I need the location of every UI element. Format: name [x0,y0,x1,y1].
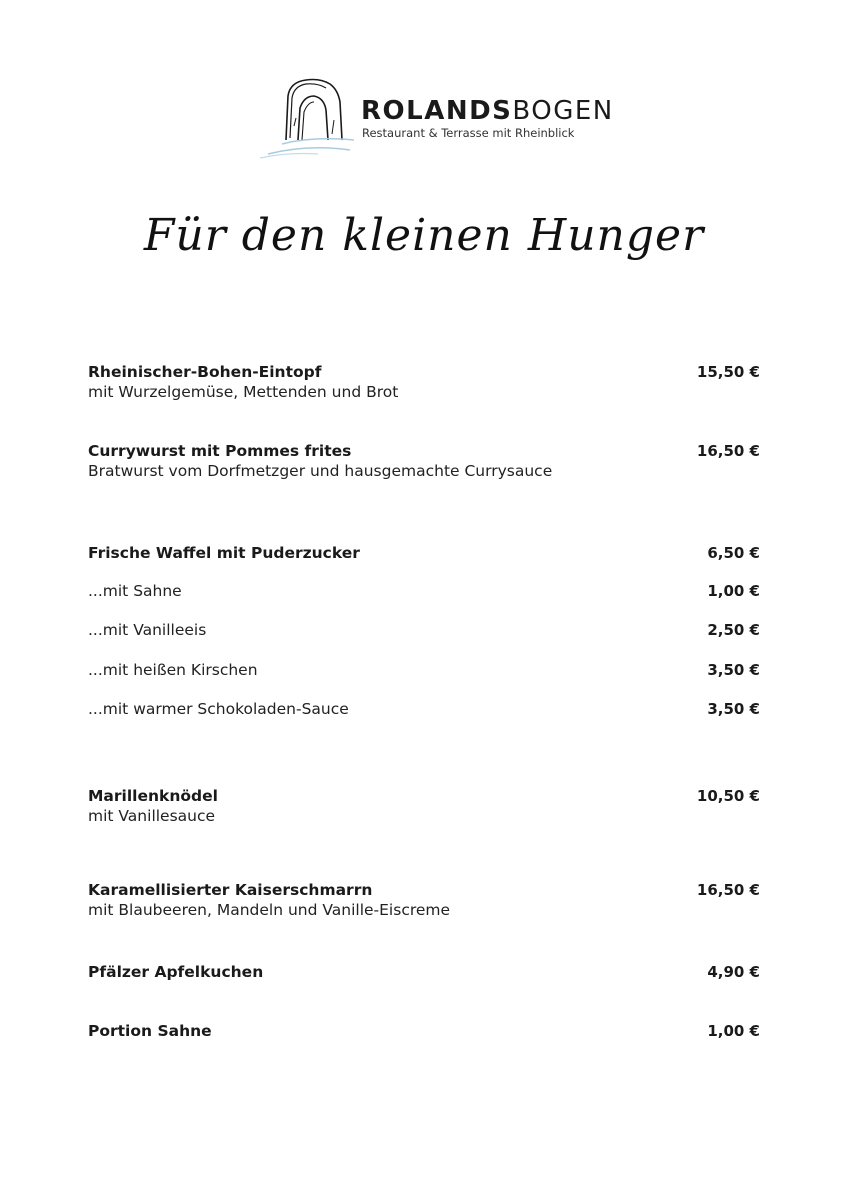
menu-heading-text: Für den kleinen Hunger [143,210,705,261]
arch-logo-icon [258,74,368,164]
item-price: 1,00 € [707,1022,760,1040]
menu-addon [88,621,760,639]
addon-name: ...mit Vanilleeis [88,621,207,639]
brand-name-light: BOGEN [512,96,614,126]
addon-price: 1,00 € [707,582,760,600]
item-name: Pfälzer Apfelkuchen [88,963,264,981]
menu-heading [0,196,848,286]
item-description: Bratwurst vom Dorfmetzger und hausgemachte Currysauce [88,462,553,480]
addon-name: ...mit Sahne [88,582,182,600]
item-name: Portion Sahne [88,1022,212,1040]
menu-item [88,963,760,981]
brand-logo [258,74,614,164]
brand-name-bold: ROLANDS [361,96,513,126]
item-name: Marillenknödel [88,787,218,805]
addon-name: ...mit warmer Schokoladen-Sauce [88,700,349,718]
item-name: Currywurst mit Pommes frites [88,442,352,460]
menu-item [88,544,760,562]
addon-price: 3,50 € [707,700,760,718]
menu-item [88,442,760,480]
item-description: mit Wurzelgemüse, Mettenden und Brot [88,383,399,401]
item-name: Karamellisierter Kaiserschmarrn [88,881,373,899]
item-description: mit Blaubeeren, Mandeln und Vanille-Eiscreme [88,901,451,919]
menu-addon [88,661,760,679]
brand-name [361,96,614,126]
item-name: Frische Waffel mit Puderzucker [88,544,360,562]
menu-item [88,881,760,919]
menu-item [88,1022,760,1040]
menu-item [88,787,760,825]
item-price: 16,50 € [696,881,760,899]
item-price: 15,50 € [696,363,760,381]
item-price: 16,50 € [696,442,760,460]
item-price: 6,50 € [707,544,760,562]
item-price: 10,50 € [696,787,760,805]
menu-addon [88,700,760,718]
addon-price: 2,50 € [707,621,760,639]
addon-name: ...mit heißen Kirschen [88,661,258,679]
item-name: Rheinischer-Bohen-Eintopf [88,363,322,381]
menu-addon [88,582,760,600]
addon-price: 3,50 € [707,661,760,679]
menu-item [88,363,760,401]
item-price: 4,90 € [707,963,760,981]
item-description: mit Vanillesauce [88,807,216,825]
brand-subtitle: Restaurant & Terrasse mit Rheinblick [362,126,575,140]
